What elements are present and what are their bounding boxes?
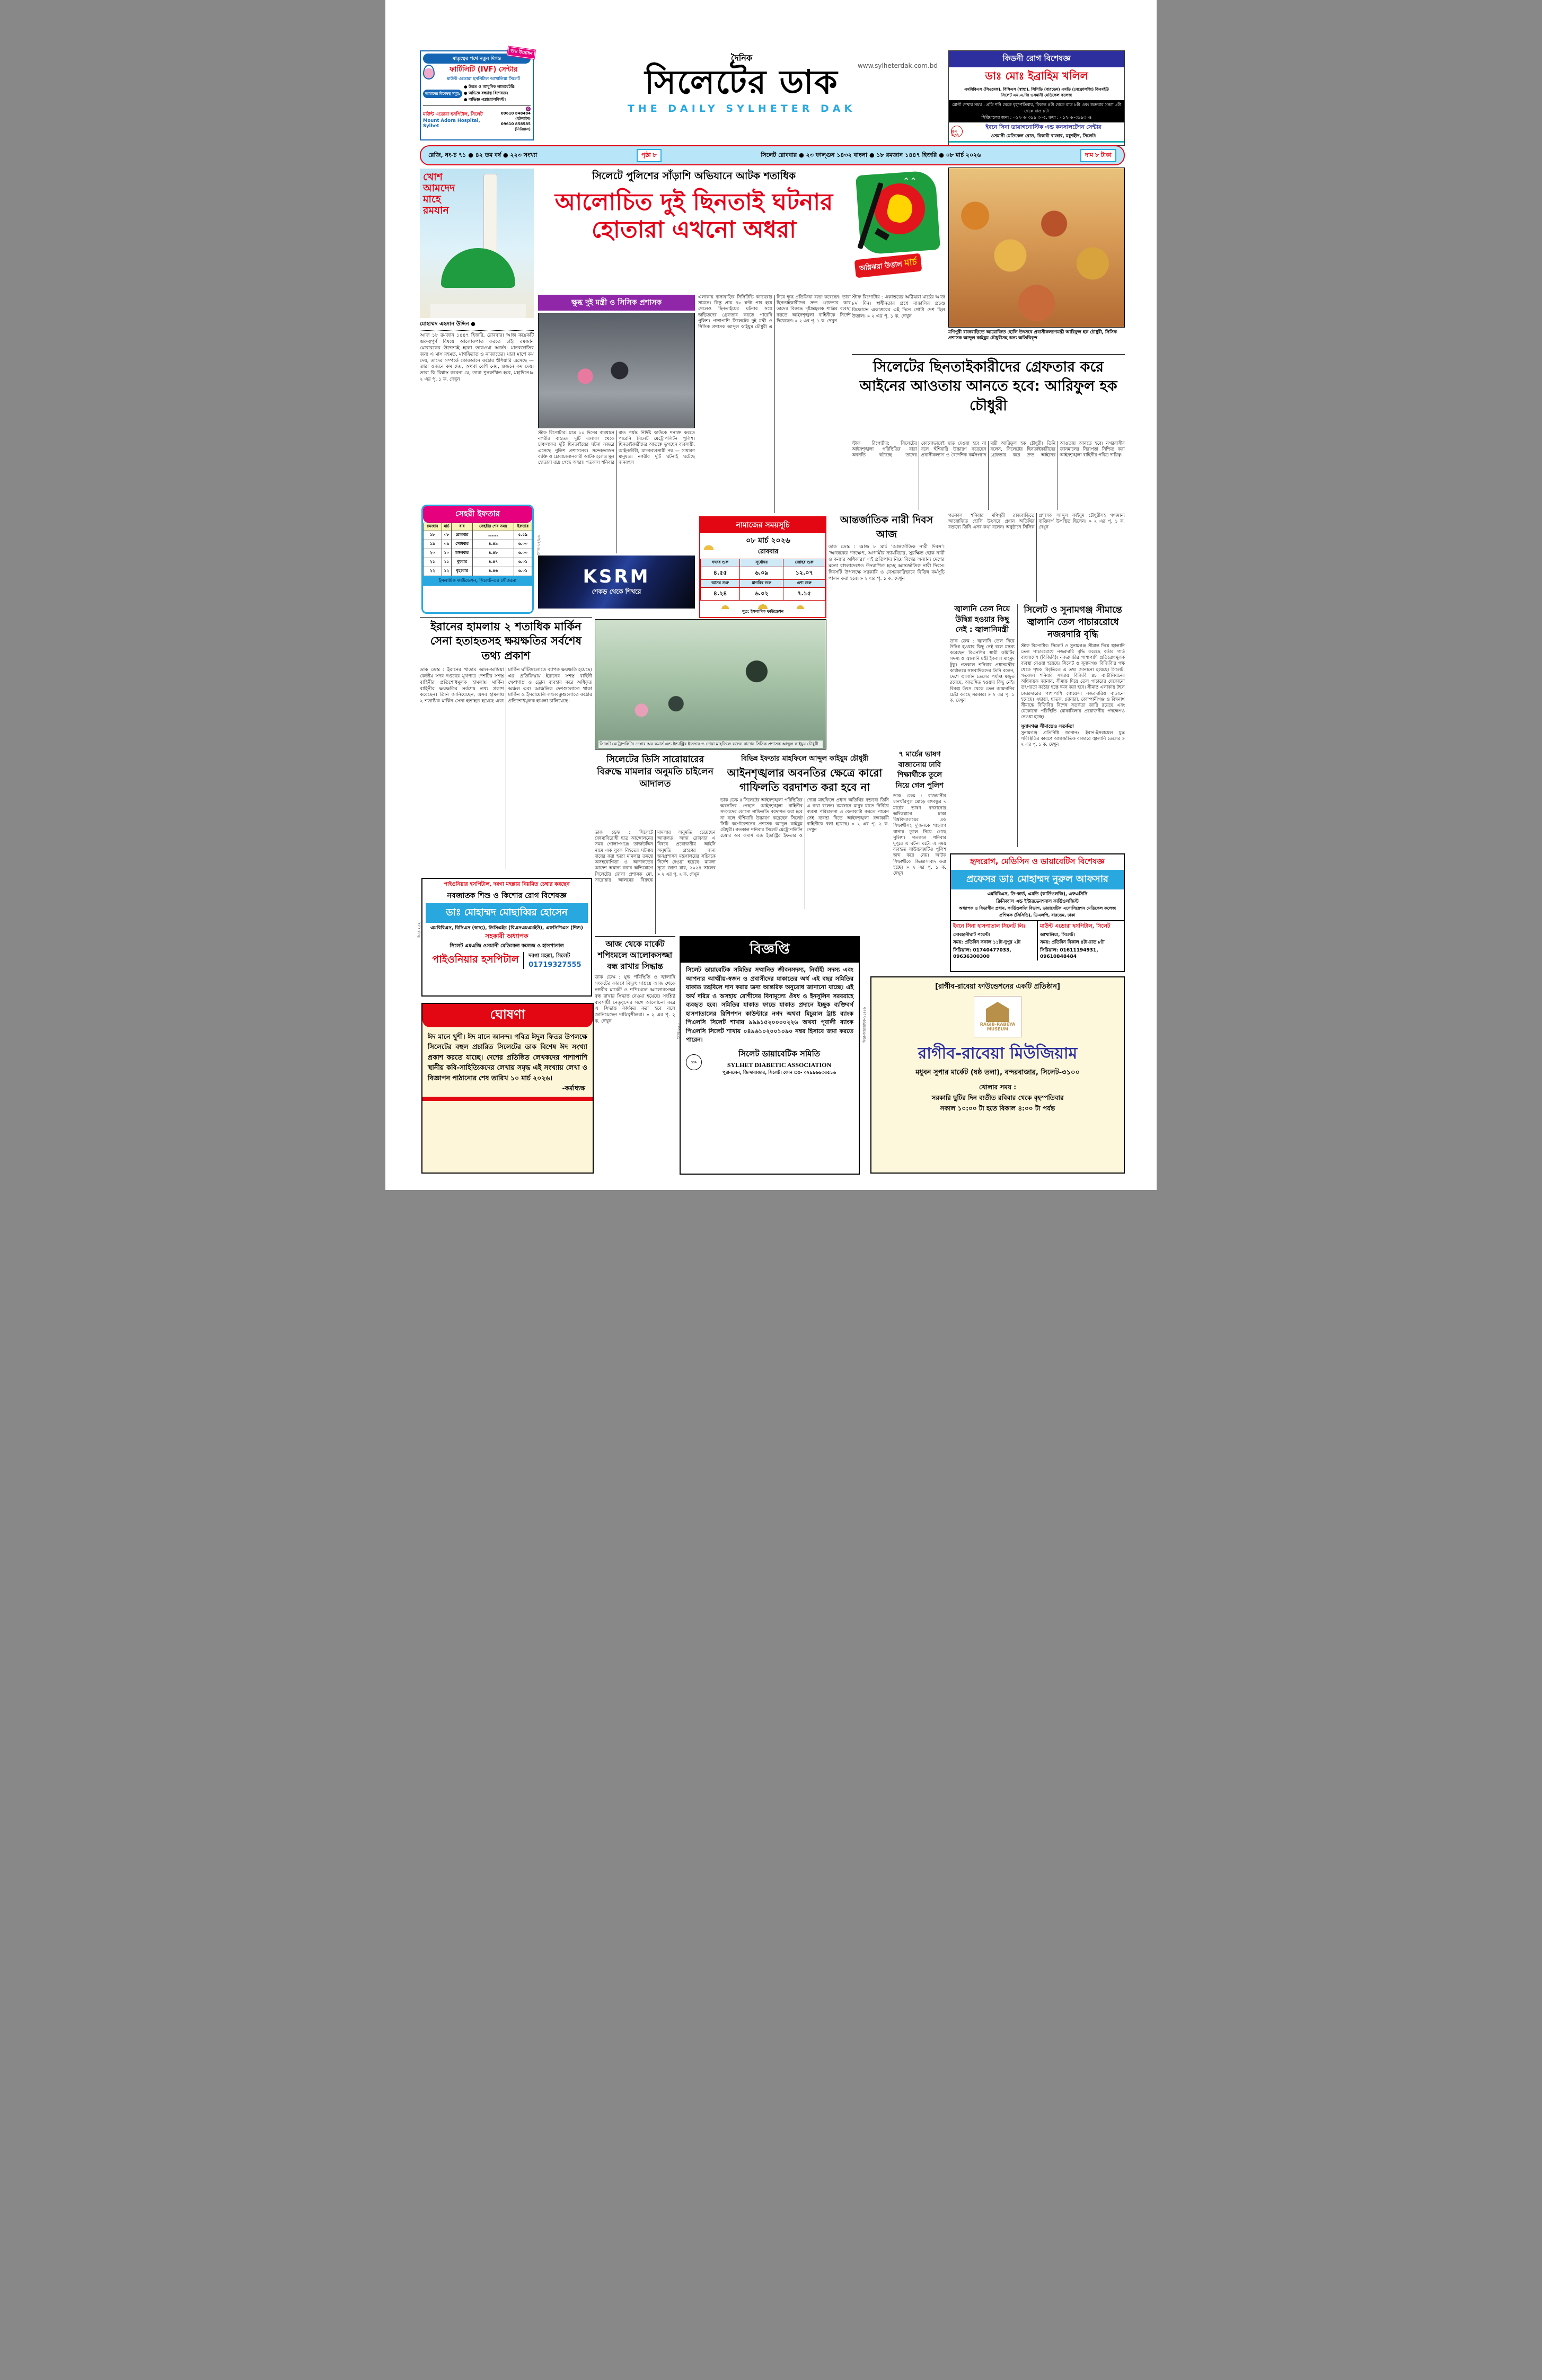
sehri-footer: ইসলামিক ফাউন্ডেশন, সিলেট-এর সৌজন্যে xyxy=(423,576,532,586)
iran-article xyxy=(420,617,592,876)
ramadan-promo-photo xyxy=(420,169,534,318)
gafilti-body: ডাক ডেস্ক ॥ সিলেটের আইনশৃঙ্খলা পরিস্থিতির অবনতির পেছনে আইনশৃঙ্খলা বাহিনীর সদস্যদের কোনো গাফিলতি বরদাশত করা হবে না বলে হুঁশিয়ারি উচ্চারণ করেছেন সিলেট সিটি কর্পোরেশনের প্রশাসক আব্দুল কাইয়ুম চৌধুরী। গতকাল শনিবার সিলেট মেট্রোপলিটন চেম্বার অব কমার্স এন্ড ইন্ডাস্ট্রির ইফতার ও দোয়া মাহফিলে প্রধান অতিথির বক্তব্যে তিনি এ কথা বলেন। রমজানে মানুষ যাতে নির্বিঘ্নে ব্যবসা পরিচালনা ও কেনাকাটা করতে পারেন সেই ব্যবস্থা নিতে আইনশৃঙ্খলা রক্ষাকারী বাহিনীকে বলা হয়েছে। » ২ এর পৃ. ২ ক. দেখুন xyxy=(720,798,889,839)
namaz-value: ৭.১৫ xyxy=(783,588,825,601)
namaz-day: রোববার xyxy=(757,548,779,555)
ksrm-tagline: শেকড় থেকে শিখরে xyxy=(592,588,641,595)
ad-pioneer xyxy=(421,878,592,997)
pioneer-college: সিলেট এমএজি ওসমানী মেডিকেল কলেজ ও হাসপাতাল xyxy=(450,943,564,949)
ad-ivf xyxy=(420,50,534,140)
date-bar xyxy=(420,145,1125,165)
afsar-header: হৃদরোগ, মেডিসিন ও ডায়াবেটিস বিশেষজ্ঞ xyxy=(970,857,1105,866)
lead-subhead: ক্ষুব্ধ দুই মন্ত্রী ও সিসিক প্রশাসক xyxy=(538,295,695,311)
ad-bijnopti xyxy=(680,936,860,1175)
dhabi-body: ডাক ডেস্ক : রাজধানীর চানখাঁরপুল মোড়ে বঙ্গবন্ধুর ৭ মার্চের ভাষণ বাজানোর অভিযোগে ঢাকা বিশ্ববিদ্যালয়ের এক শিক্ষার্থীসহ দু'জনকে শাহবাগ থানায় তুলে নিয়ে গেছে পুলিশ। গতকাল শনিবার দুপুরে এ ঘটনা ঘটে। এ সময় ব্যবহৃত সাউন্ডবক্সটিও পুলিশ জব্দ করে নেয়। আটক শিক্ষার্থীকে জিজ্ঞাসাবাদ করা হচ্ছে। » ২ এর পৃ. ১ ক. দেখুন xyxy=(893,794,946,877)
ivf-features-label: আমাদের বিশেষত্ব সমূহ: xyxy=(423,90,462,98)
kidney-org: ইবনে সিনা ডায়াগনোস্টিক এন্ড কনসালটেশন সেন্টার xyxy=(985,124,1102,130)
sehri-title: সেহরী ইফতার xyxy=(423,506,532,523)
ehsan-article xyxy=(420,320,534,503)
arif-body: স্টাফ রিপোর্টার: সিলেটের আইনশৃঙ্খলা পরিস্থিতির যারা অবনতি ঘটাচ্ছে তাদের কোনোভাবেই ছাড় দেওয়া হবে না বলে হুঁশিয়ারি উচ্চারণ করেছেন প্রবাসীকল্যাণ ও বৈদেশিক কর্মসংস্থান মন্ত্রী আরিফুল হক চৌধুরী। তিনি বলেন, সিলেটের ছিনতাইকারীদের গ্রেফতার করে দ্রুত আইনের আওতায় আনতে হবে। নগরবাসীর জানমালের নিরাপত্তা নিশ্চিত করা আইনশৃঙ্খলা বাহিনীর পবিত্র দায়িত্ব। xyxy=(852,441,1125,459)
pioneer-top: পাইওনিয়ার হসপিটাল, দরগা মহল্লায় নিয়মিত চেম্বার করছেন xyxy=(444,882,570,887)
afsar-right-serial: সিরিয়াল: 01611194931, 09610848484 xyxy=(1040,948,1098,959)
lead-body-right: এলাকায় বাসাবাড়ির সিসিটিভি ক্যামেরার সামনে। কিন্তু প্রায় ৪৮ ঘণ্টা পার হয়ে গেলেও ছিনতাইয়ের ঘটনার সঙ্গে জড়িতদের গ্রেফতার করতে পারেনি পুলিশ। পাশাপাশি সিলেটের দুই মন্ত্রী ও সিসিক প্রশাসক আব্দুল কাইয়ুম চৌধুরী এ নিয়ে ক্ষুব্ধ প্রতিক্রিয়া ব্যক্ত করেছেন। তারা ছিনতাইকারীদের দ্রুত গ্রেফতার করে তাদের বিরুদ্ধে দৃষ্টান্তমূলক শাস্তির ব্যবস্থা করতে আইনশৃঙ্খলা বাহিনীকে নির্দেশ দিয়েছেন। » ২ এর পৃ. ১ ক. দেখুন xyxy=(698,295,851,330)
afsar-left-serial: সিরিয়াল: 01740477033, 09636300300 xyxy=(953,948,1011,959)
bijnopti-org-en: SYLHET DIABETIC ASSOCIATION xyxy=(727,1061,832,1069)
ivf-drop-icon xyxy=(423,65,435,80)
masthead-title: সিলেটের ডাক xyxy=(645,63,839,101)
namaz-label: সূর্যোদয় xyxy=(740,559,783,567)
pioneer-creds: এমবিবিএস, বিসিএস (স্বাস্থ্য), ডিসিএইচ (বিএসএমএমইউ), এফসিপিএস (শিশু) xyxy=(430,925,584,931)
domes-graphic xyxy=(700,601,825,609)
ad-ghoshona xyxy=(421,1003,594,1174)
ehsan-body: আজ ১৮ রমজান ১৪৪৭ হিজরি, রোববার। আজ কয়েকটি গুরুত্বপূর্ণ বিষয়ে আলোকপাত করতে চাই। রমজান মোবারকের উদ্দেশ্যই হলো তাকওয়া অর্জন। মানবজাতির জন্য এ মাস রহমত, মাগফিরাত ও নাজাতের। যারা মাপে কম দেয়, তাদের সম্পর্কে কোরআনে কঠোর হুঁশিয়ারি এসেছে — তারা ওজনে কম দেয়, অথবা বেশি নেয়, ওজনে কম দেয়। তারা কি বিশ্বাস করেনা যে, তারা পুনরুত্থিত হবে, মহাদিনে।» ২ এর পৃ. ১ ক. দেখুন xyxy=(420,333,534,383)
sehri-iftar-box xyxy=(421,505,534,614)
ghoshona-title: ঘোষণা xyxy=(422,1004,593,1027)
arif-body-cont: গতকাল শনিবার মণিপুরী রাজবাড়িতে আয়োজিত হোলি উৎসবে প্রধান অতিথির বক্তব্যে তিনি এসব কথা বলেন। অনুষ্ঠানে সিসিক প্রশাসক আব্দুল কাইয়ুম চৌধুরীসহ গণ্যমান্য ব্যক্তিবর্গ উপস্থিত ছিলেন। » ২ এর পৃ. ১ ক. দেখুন xyxy=(948,513,1125,531)
march-badge-text: অগ্নিঝরা উত্তাল xyxy=(859,260,903,273)
women-day-body: ডাক ডেস্ক : আজ ৮ মার্চ ‘আন্তর্জাতিক নারী দিবস’। ‘আজকের পদক্ষেপ, আগামীর ন্যায়বিচার, সুরক্ষিত হোক নারী ও কন্যার অধিকার।’ এই প্রতিপাদ্য নিয়ে বিশ্বের অন্যান্য দেশের মতো বাংলাদেশেও উদযাপিত হচ্ছে আন্তর্জাতিক নারী দিবস। দিবসটি উপলক্ষে সরকারি ও বেসরকারিভাবে বিভিন্ন কর্মসূচি পালন করা হবে। » ২ এর পৃ. ১ ক. দেখুন xyxy=(829,544,945,581)
holi-caption: মণিপুরী রাজবাড়িতে আয়োজিত হোলি উৎসবে প্রবাসীকল্যাণমন্ত্রী আরিফুল হক চৌধুরী, সিসিক প্রশাসক আব্দুল কাইয়ুম চৌধুরীসহ অন্য অতিথিবৃন্দ xyxy=(948,330,1117,341)
kidney-hours: রোগী দেখার সময় : প্রতি শনি থেকে বৃহস্পতিবার, বিকাল ৪টা থেকে রাত ৮টা এবং শুক্রবার সন্ধ্যা ৬টা থেকে রাত ৮টা xyxy=(951,102,1122,113)
ad-kidney xyxy=(948,50,1125,146)
fuel-headline: জ্বালানি তেল নিয়ে উদ্বিগ্ন হওয়ার কিছু নেই : জ্বালানিমন্ত্রী xyxy=(954,605,1010,634)
market-headline: আজ থেকে মার্কেট শপিংমলে আলোকসজ্জা বন্ধ রাখার সিদ্ধান্ত xyxy=(597,939,673,971)
bijnopti-title: বিজ্ঞপ্তি xyxy=(681,937,859,963)
afsar-creds2: ক্লিনিক্যাল এন্ড ইন্টারভেনশনাল কার্ডিওলজিস্ট xyxy=(996,899,1079,904)
museum-hours2: সকাল ১০:০০ টা হতে বিকাল ৪:০০ টা পর্যন্ত xyxy=(940,1105,1055,1112)
bgb-body2: সুনামগঞ্জ প্রতিনিধি জানানঃ ইরান-ইসরায়েল যুদ্ধ পরিস্থিতির কারণে আন্তর্জাতিক বাজারে জ্বালানি তেলের » ২ এর পৃ. ১ ক. দেখুন xyxy=(1021,730,1125,748)
afsar-left-name: ইবনে সিনা হাসপাতাল সিলেট লিঃ xyxy=(953,923,1026,929)
iran-body: ডাক ডেস্ক : ইরানের খাতাম আল-আম্বিয়া কেন্দ্রীয় সদর দপ্তরের মুখপাত্র দেশটির সশস্ত্র বাহিনীর প্রতিশোধমূলক হামলায় মার্কিন বাহিনীর ক্ষয়ক্ষতির সর্বশেষ তথ্য প্রকাশ করেছেন। তিনি জানিয়েছেন, এসব হামলায় ২ শতাধিক মার্কিন সেনা হতাহত হয়েছে এবং মার্কিন ঘাঁটিগুলোতে ব্যাপক ক্ষয়ক্ষতি হয়েছে। এর প্রতিক্রিয়ায় ইরানের সশস্ত্র বাহিনী ক্ষেপণাস্ত্র ও ড্রোন ব্যবহার করে অধিকৃত অঞ্চল এবং আঞ্চলিক দেশগুলোতে থাকা মার্কিন ও ইসরায়েলি লক্ষ্যবস্তুগুলোতে কঠোর প্রতিশোধমূলক হামলা চালিয়েছে। xyxy=(420,667,592,704)
ramadan-promo-text: খোশ আমদেদ মাহে রমযান xyxy=(423,171,455,216)
ivf-ribbon: শুভ উদ্বোধন xyxy=(507,47,535,59)
afsar-left-hours: সময়: প্রতিদিন সকাল ১১টা-দুপুর ২টা xyxy=(953,940,1021,945)
museum-note: [রাগীব-রাবেয়া ফাউন্ডেশনের একটি প্রতিষ্ঠান] xyxy=(935,983,1060,991)
table-row: ২১ ১১ বুধবার ৪.৪৭ ৬.০১ xyxy=(424,558,532,567)
iftar-mahfil-photo xyxy=(595,619,826,750)
dc-article-head xyxy=(595,754,716,828)
bijnopti-body: সিলেট ডায়াবেটিক সমিতির সম্মানিত জীবনসদস্য, নির্বাহী সদস্য এবং আপনার আত্মীয়-স্বজন ও প্রবাসীদের যাকাতের অর্থ এই বছর সমিতির যাকাত তহবিলে দান করার জন্য আন্তরিক অনুরোধ জানানো যাচ্ছে। এই অর্থ দরিদ্র ও অসহায় রোগীদের বিনামূল্যে ঔষধ ও ইনসুলিন সরবরাহে ব্যবহৃত হবে। সমিতির যাকাত ফান্ডে যাকাত প্রদানে ইচ্ছুক ব্যক্তিবর্গ হাসপাতালের রিশিপশন কাউন্টারে নগদ অথবা মিচুয়াল ট্রাষ্ট ব্যাংক পিএলসি সিলেট শাখায় ৯৯৯১৫২০০০০২২৬ অথবা পূবালী ব্যাংক পিএলসি সিলেট শাখায় ০৪৯৬১০২০০১০৯০ নম্বর হিসাবে জমা করতে পারেন। xyxy=(686,966,853,1043)
kidney-addr: ওসমানী মেডিকেল রোড, রিকাবী বাজার, মধুশহীদ, সিলেট। xyxy=(990,133,1097,139)
registration-info: রেজি, নং-চ ৭১ ● ৪২ তম বর্ষ ● ২২৩ সংখ্যা xyxy=(428,151,538,158)
pioneer-doctor-name: ডাঃ মোহাম্মদ মোছাব্বির হোসেন xyxy=(426,903,588,923)
masthead-subtitle: THE DAILY SYLHETER DAK xyxy=(627,103,856,114)
afsar-right-name: মাউন্ট এডোরা হসপিটাল, সিলেট xyxy=(1040,923,1111,929)
table-row: ২০ ১০ মঙ্গলবার ৪.৪৮ ৬.০০ xyxy=(424,549,532,558)
march-story-body: স্টাফ রিপোর্টার : একাত্তরের অগ্নিঝরা মার্চের আজ ৮ম দিন। স্বাধীনতার প্রশ্নে বাঙালির প্রচণ্ড বিক্ষোভে একাত্তরের এই দিনে গোটা দেশ ছিল উত্তাল। » ২ এর পৃ. ১ ক. দেখুন xyxy=(852,295,945,319)
iftar-photo-caption: সিলেট মেট্রোপলিটন চেম্বার অব কমার্স এন্ড ইন্ডাস্ট্রির ইফতার ও দোয়া মাহফিলে বক্তব্য রাখেন সিসিক প্রশাসক আব্দুল কাইয়ুম চৌধুরী xyxy=(600,741,818,746)
kidney-creds2: সিলেট এম.এ.জি ওসমানী মেডিকেল কলেজ xyxy=(1001,92,1072,98)
bijnopti-org-bn: সিলেট ডায়াবেটিক সমিতি xyxy=(738,1048,820,1059)
women-day-article xyxy=(829,513,945,748)
afsar-creds4: প্রশিক্ষক (সিসিডি), ডিএলপি, বারডেম, ঢাকা xyxy=(951,912,1124,921)
sehri-col-header: ইফতার xyxy=(514,523,532,531)
masthead-daily: দৈনিক xyxy=(730,53,753,63)
ivf-feature-2: ● অভিজ্ঞ বন্ধ্যাত্ব বিশেষজ্ঞ। xyxy=(463,91,508,95)
kidney-creds: এমবিবিএস (সিওমেক), বিসিএস (স্বাস্থ্য), সিসিডি (বারডেম) এমডি (নেফ্রোলজি) বিএমইউ xyxy=(964,87,1109,92)
phone-icon: ✆ xyxy=(526,107,530,111)
museum-title: রাগীব-রাবেয়া মিউজিয়াম xyxy=(918,1044,1078,1063)
ghoshona-body: ঈদ মানে খুশী। ঈদ মানে আনন্দ। পবিত্র ঈদুল ফিতর উপলক্ষে সিলেটের বহুল প্রচারিত সিলেটের ডাক বিশেষ ঈদ সংখ্যা প্রকাশ করতে যাচ্ছে। দেশের প্রতিষ্ঠিত লেখকদের পাশাপাশি স্থানীয় কবি-সাহিত্যিকদের লেখায় সমৃদ্ধ এই সংখ্যায় লেখা ও বিজ্ঞাপন পাঠানোর শেষ তারিখ ১০ মার্চ ২০২৬। xyxy=(428,1033,587,1082)
lead-kicker: সিলেটে পুলিশের সাঁড়াশি অভিযানে আটক শতাধিক xyxy=(592,170,796,182)
afsar-creds1: এমবিবিএস, ডি-কার্ড, এমডি (কার্ডিওলজি), এফএসিসি xyxy=(987,892,1088,897)
date-info: সিলেট রোববার ● ২৩ ফাল্গুন ১৪৩২ বাংলা ● ১৮ রমজান ১৪৪৭ হিজরি ● ০৮ মার্চ ২০২৬ xyxy=(761,151,981,158)
march-badge xyxy=(854,253,922,278)
table-row: ২২ ১২ বৃহঃবার ৪.৪৬ ৬.০১ xyxy=(424,567,532,576)
mosque-icon xyxy=(703,542,714,550)
bgb-subhead: সুনামগঞ্জ সীমান্তেও সতর্কতা xyxy=(1021,724,1074,729)
iran-headline: ইরানের হামলায় ২ শতাধিক মার্কিন সেনা হতাহতসহ ক্ষয়ক্ষতির সর্বশেষ তথ্য প্রকাশ xyxy=(430,620,582,662)
ibn-sina-logo: IBN SINA xyxy=(951,126,963,137)
namaz-source: সূত্র: ইসলামিক ফাউন্ডেশন xyxy=(742,609,784,614)
namaz-date: ০৮ মার্চ ২০২৬ xyxy=(746,536,790,545)
lead-body-left: স্টাফ রিপোর্টার: মাত্র ১০ দিনের ব্যবধানে নগরীর ব্যস্ততম দুটি এলাকা থেকে চাঞ্চল্যকর দুটি ছিনতাইয়ের ঘটনা নজরে এসেছে পুলিশ প্রশাসনের। সন্দেহভাজন ব্যক্তি ও চোরাচালানকারী আটক হলেও মূল হোতারা রয়ে গেছে অধরা। গতকাল শনিবার রাত পর্যন্ত নির্দিষ্ট কাউকে শনাক্ত করতে পারেনি সিলেট মেট্রোপলিটন পুলিশ। ছিনতাইকারীদের আতঙ্কে ভুগছেন ব্যবসায়ী, আইনজীবী, মাদকব্যবসায়ী নয় — সাধারণ মানুষও। নগরীর দুটি ঘটনাই ঘটেছে জনবহুল xyxy=(538,430,695,466)
bgb-body: স্টাফ রিপোর্টার: সিলেট ও সুনামগঞ্জ সীমান্ত দিয়ে জ্বালানি তেল পাচাররোধে নজরদারি বৃদ্ধি করেছে বর্ডার গার্ড বাংলাদেশ (বিজিবি)। নজরদারির পাশাপাশি প্রতিরোধমূলক ব্যবস্থা নেওয়া হয়েছে। সিলেট ও সুনামগঞ্জ বিজিবি'র পক্ষ থেকে পৃথক বিবৃতিতে এ তথ্য জানানো হয়েছে। সিলেট: গতকাল শনিবার সন্ধ্যায় বিজিবি ৪৮ ব্যাটালিয়নের অধিনায়ক জানান, সীমান্ত দিয়ে তেল পাচারের যেকোনো তৎপরতা কঠোর হস্তে দমন করা হবে। সীমান্ত এলাকায় টহল জোরদারের পাশাপাশি গোয়েন্দা নজরদারিও বাড়ানো হয়েছে। এছাড়া, ছাতক, দোয়ারা, কোম্পানীগঞ্জ ও বিশ্বনাথ সীমান্তে বিজিবির বিশেষ সতর্কতা জারি রয়েছে এবং যেকোনো পরিস্থিতি মোকাবিলায় প্রয়োজনীয় পদক্ষেপও নেওয়া হচ্ছে। xyxy=(1021,643,1125,720)
ivf-feature-3: ● অভিজ্ঞ এম্ব্রায়োলজিস্ট। xyxy=(463,97,506,102)
kidney-serial: সিরিয়ালের জন্য : ০১৭০৮ ৩৯৯ ৩০৫, তথ্য : ০১৭০৮-৩৯৯৩০৪ xyxy=(981,114,1092,120)
ivf-subtitle: মাউন্ট এডোরা হসপিটাল আখালিয়া সিলেট xyxy=(447,76,520,81)
bgb-headline: সিলেট ও সুনামগঞ্জ সীমান্তে জ্বালানি তেল পাচাররোধে নজরদারি বৃদ্ধি xyxy=(1024,605,1122,640)
pioneer-phone: 01719327555 xyxy=(528,961,581,969)
gafilti-headline: আইনশৃঙ্খলার অবনতির ক্ষেত্রে কারো গাফিলতি বরদাশত করা হবে না xyxy=(727,766,883,794)
ad-code: সিতা-১৭/২৬ xyxy=(537,535,541,555)
women-day-headline: আন্তর্জাতিক নারী দিবস আজ xyxy=(840,514,933,540)
museum-logo-text1: RAGIB-RABEYA xyxy=(980,1022,1016,1027)
ghoshona-sign: -কর্মাধ্যক্ষ xyxy=(562,1084,585,1092)
ad-code: সিডা-আরজাহক-১১/২৬ xyxy=(862,1007,867,1044)
kidney-doctor-name: ডাঃ মোঃ ইব্রাহিম খলিল xyxy=(985,69,1088,82)
ivf-tagline: মাতৃত্বের পথে নতুন দিগন্ত xyxy=(423,54,531,64)
green-dome-graphic xyxy=(441,248,515,288)
march-badge-text2: মার্চ xyxy=(904,257,918,269)
ivf-title: ফার্টিলিটি (IVF) সেন্টার xyxy=(449,66,517,74)
fuel-article xyxy=(950,604,1015,847)
sehri-col-header: সেহরীর শেষ সময় xyxy=(472,523,514,531)
lead-headline: আলোচিত দুই ছিনতাই ঘটনার হোতারা এখনো অধরা xyxy=(554,189,833,243)
dc-body: ডাক ডেস্ক : সিলেটে বৈষম্যবিরোধী ছাত্র আন্দোলনের সময় গোলাপগঞ্জে তাজউদ্দিন নামে এক যুবক নিহতের ঘটনায় দায়ের করা হত্যা মামলার তদন্তে অসহযোগিতা ও আদালতের আদেশ অমান্য করার অভিযোগে সিলেটের জেলা প্রশাসক মো. সারোয়ার আলমের বিরুদ্ধে মামলার অনুমতি চেয়েছেন আদালত। আজ রোববার এ বিষয়ে প্রয়োজনীয় আইনি অনুমতি গ্রহণের জন্য জনপ্রশাসন মন্ত্রণালয়ের সচিবকে নির্দেশ দেওয়া হয়েছে। মামলা সূত্রে জানা যায়, ২০২৪ সালের » ২ এর পৃ. ২ ক. দেখুন xyxy=(595,830,716,883)
namaz-label: মাগরিব শুরু xyxy=(740,580,783,588)
namaz-times-box xyxy=(699,516,826,618)
masthead-website: www.sylheterdak.com.bd xyxy=(857,62,938,69)
ivf-footer-bn: মাউন্ট এডোরা হসপিটাল, সিলেট xyxy=(423,111,483,117)
museum-addr: মধুবন সুপার মার্কেট (ষষ্ঠ তলা), বন্দরবাজার, সিলেট-৩১০০ xyxy=(915,1069,1080,1077)
ivf-feature-1: ● উন্নত ও আধুনিক ল্যাবরেটরি। xyxy=(463,84,516,89)
ad-code: সিডা-২৫৫ xyxy=(677,1023,681,1039)
arif-headline: সিলেটের ছিনতাইকারীদের গ্রেফতার করে আইনের আওতায় আনতে হবে: আরিফুল হক চৌধুরী xyxy=(859,359,1117,414)
holi-photo xyxy=(948,168,1125,328)
price-badge: দাম ৮ টাকা xyxy=(1080,149,1116,162)
ehsan-byline: মোহাম্মদ এহসান উদ্দিন ● xyxy=(420,320,534,331)
cctv-photo xyxy=(538,313,695,428)
market-article xyxy=(595,936,675,1174)
lead-story-head xyxy=(538,169,850,292)
afsar-right-hours: সময়: প্রতিদিন বিকাল ৪টা-রাত ৮টা xyxy=(1040,940,1105,945)
dhabi-article xyxy=(893,750,946,972)
sehri-col-header: বার xyxy=(452,523,473,531)
namaz-value: ৪.৫৫ xyxy=(701,567,740,580)
pioneer-addr: দরগা মহল্লা, সিলেট xyxy=(528,953,570,959)
namaz-label: ফজর শুরু xyxy=(701,559,740,567)
pioneer-title2: সহকারী অধ্যাপক xyxy=(485,932,528,940)
namaz-table xyxy=(700,559,825,601)
diabetic-association-logo: SDA xyxy=(686,1054,702,1070)
gafilti-kicker: বিভিন্ন ইফতার মাহফিলে আব্দুল কাইয়ুম চৌধুরী xyxy=(741,755,868,763)
museum-hours-label: খোলার সময় : xyxy=(979,1083,1017,1091)
ksrm-brand: KSRM xyxy=(583,566,650,587)
march-logo xyxy=(852,168,945,293)
dc-headline: সিলেটের ডিসি সারোয়ারের বিরুদ্ধে মামলার অনুমতি চাইলেন আদালত xyxy=(597,754,713,789)
namaz-value: ১২.০৭ xyxy=(783,567,825,580)
newspaper-front-page xyxy=(385,0,1157,1190)
gafilti-article xyxy=(720,754,889,934)
ivf-phone-1: 09610 848484 (হটলাইন) xyxy=(500,111,531,121)
dhabi-headline: ৭ মার্চের ভাষণ বাজানোয় ঢাবি শিক্ষার্থীকে তুলে নিয়ে গেল পুলিশ xyxy=(895,750,944,790)
sehri-table xyxy=(423,523,532,576)
afsar-left-addr: সোবহানীঘাট পয়েন্ট। xyxy=(953,932,990,938)
ad-code: সিডা-২৫২ xyxy=(417,922,421,938)
museum-logo-icon xyxy=(986,1002,1009,1022)
pioneer-specialty: নবজাতক শিশু ও কিশোর রোগ বিশেষজ্ঞ xyxy=(447,892,567,900)
namaz-title: নামাজের সময়সূচি xyxy=(700,517,825,533)
namaz-value: ৪.২৪ xyxy=(701,588,740,601)
afsar-name: প্রফেসর ডাঃ মোহাম্মদ নুরুল আফসার xyxy=(951,870,1124,889)
ivf-footer-en: Mount Adora Hospital, Sylhet xyxy=(423,118,480,129)
page-count-badge: পৃষ্ঠা ৮ xyxy=(637,149,662,162)
sehri-col-header: মার্চ xyxy=(442,523,452,531)
namaz-label: এশা শুরু xyxy=(783,580,825,588)
fuel-body: ডাক ডেস্ক : জ্বালানি তেল নিয়ে উদ্বিগ্ন হওয়ার কিছু নেই বলে মন্তব্য করেছেন বিএনপির স্থায়ী কমিটির সদস্য ও জ্বালানি মন্ত্রী ইকবাল মাহমুদ টুকু। গতকাল শনিবার প্রধানমন্ত্রীর কার্যালয়ে সাংবাদিকদের তিনি বলেন, দেশে জ্বালানি তেলের পর্যাপ্ত মজুত রয়েছে, আতঙ্কিত হওয়ার কিছু নেই। বিকল্প উৎস থেকে তেল আমদানির চেষ্টা করছে সরকার। » ২ এর পৃ. ১ ক. দেখুন xyxy=(950,638,1015,703)
bgb-article xyxy=(1017,604,1125,847)
market-body: ডাক ডেস্ক : যুদ্ধ পরিস্থিতি ও জ্বালানি সংকটের কারণে বিদ্যুৎ সাশ্রয়ে আজ থেকে নগরীর মার্কেট ও শপিংমলে আলোকসজ্জা বন্ধ রাখার সিদ্ধান্ত নেওয়া হয়েছে। সংশ্লিষ্ট ব্যবসায়ী নেতৃবৃন্দের সঙ্গে আলোচনা করে এ সিদ্ধান্ত কার্যকর করা হবে বলে জানিয়েছেন দায়িত্বশীলরা। » ২ এর পৃ. ২ ক. দেখুন xyxy=(595,975,675,1025)
arif-article-head xyxy=(852,354,1125,439)
namaz-label: জোহর শুরু xyxy=(783,559,825,567)
ad-afsar xyxy=(950,853,1125,972)
museum-logo-text2: MUSEUM xyxy=(986,1027,1009,1032)
ad-museum xyxy=(870,976,1125,1174)
table-row: ১৯ ০৯ সোমবার ৪.৪৯ ৬.০০ xyxy=(424,540,532,549)
afsar-right-addr: আখালিয়া, সিলেট। xyxy=(1040,932,1075,938)
kidney-header: কিডনী রোগ বিশেষজ্ঞ xyxy=(949,51,1124,67)
afsar-creds3: অধ্যাপক ও বিভাগীয় প্রধান, কার্ডিওলজি বিভাগ, ডায়াবেটিক এসোসিয়েশন মেডিকেল কলেজ xyxy=(958,906,1116,911)
mosque-base-graphic xyxy=(430,304,526,318)
sehri-col-header: রমজান xyxy=(424,523,442,531)
masthead xyxy=(540,50,943,143)
namaz-value: ৬.০৯ xyxy=(740,567,783,580)
museum-hours1: সরকারি ছুটির দিন ব্যতীত রবিবার থেকে বৃহস্পতিবার xyxy=(931,1094,1064,1101)
ad-ksrm xyxy=(538,556,695,609)
namaz-value: ৬.০২ xyxy=(740,588,783,601)
ivf-phone-2: 09610 858585 (সিরিয়াল) xyxy=(500,122,531,131)
table-row: ১৮ ০৮ রোববার ------ ৫.৫৯ xyxy=(424,531,532,540)
bijnopti-addr: পুরানলেন, জিন্দাবাজার, সিলেট। ফোন ঃ- ০২৯৯৬৬৩৩৫১৬ xyxy=(722,1070,836,1076)
pioneer-hospital: পাইওনিয়ার হসপিটাল xyxy=(432,954,519,965)
dove-icon: ⌃⌃ xyxy=(903,176,917,186)
namaz-label: আসর শুরু xyxy=(701,580,740,588)
